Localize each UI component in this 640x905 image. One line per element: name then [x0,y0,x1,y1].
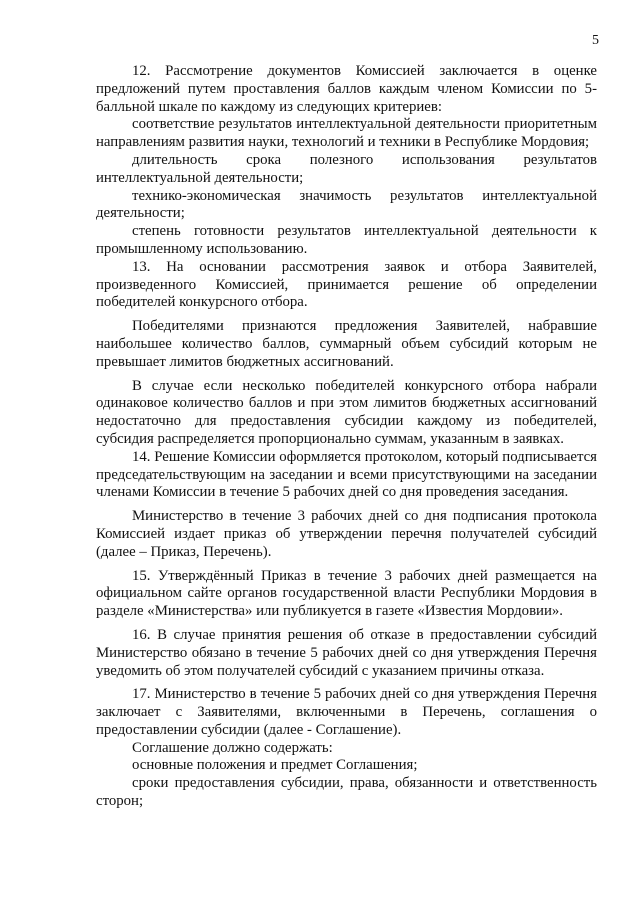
paragraph: 13. На основании рассмотрения заявок и отбора Заявителей, произведенного Комиссией, принимается решение об определении победителей конкурсного отбора. [96,258,597,311]
page-number: 5 [592,33,599,48]
paragraph: соответствие результатов интеллектуальной деятельности приоритетным направлениям развития науки, технологий и техники в Республике Мордовия; [96,116,597,151]
paragraph: 12. Рассмотрение документов Комиссией заключается в оценке предложений путем проставления баллов каждым членом Комиссии по 5-балльной шкале по каждому из следующих критериев: [96,63,597,115]
paragraph: сроки предоставления субсидии, права, обязанности и ответственность сторон; [96,775,597,810]
paragraph: 16. В случае принятия решения об отказе в предоставлении субсидий Министерство обязано в течение 5 рабочих дней со дня утверждения Перечня уведомить об этом получателей субсидий с указанием причины отказа. [96,626,597,679]
document-body [96,63,597,811]
paragraph: 17. Министерство в течение 5 рабочих дней со дня утверждения Перечня заключает с Заявителями, включенными в Перечень, соглашения о предоставлении субсидии (далее - Соглашение). [96,686,597,738]
paragraph: 14. Решение Комиссии оформляется протоколом, который подписывается председательствующим на заседании и всеми присутствующими на заседании членами Комиссии в течение 5 рабочих дней со дня проведения заседания. [96,448,597,501]
paragraph: 15. Утверждённый Приказ в течение 3 рабочих дней размещается на официальном сайте органов государственной власти Республики Мордовия в разделе «Министерства» или публикуется в газете «Известия Мордовии». [96,567,597,620]
paragraph: основные положения и предмет Соглашения; [132,757,418,774]
paragraph: технико-экономическая значимость результатов интеллектуальной деятельности; [96,187,597,222]
paragraph: Соглашение должно содержать: [132,739,333,756]
paragraph: В случае если несколько победителей конкурсного отбора набрали одинаковое количество баллов и при этом лимитов бюджетных ассигнований недостаточно для предоставления субсидии каждому из победителей, субсидия распределяется пропорционально суммам, указанным в заявках. [96,377,597,447]
paragraph: Победителями признаются предложения Заявителей, набравшие наибольшее количество баллов, суммарный объем субсидий которым не превышает лимитов бюджетных ассигнований. [96,318,597,370]
paragraph: степень готовности результатов интеллектуальной деятельности к промышленному использованию. [96,223,597,257]
paragraph: длительность срока полезного использования результатов интеллектуальной деятельности; [96,151,597,186]
paragraph: Министерство в течение 3 рабочих дней со дня подписания протокола Комиссией издает приказ об утверждении перечня получателей субсидий (далее – Приказ, Перечень). [96,508,597,560]
